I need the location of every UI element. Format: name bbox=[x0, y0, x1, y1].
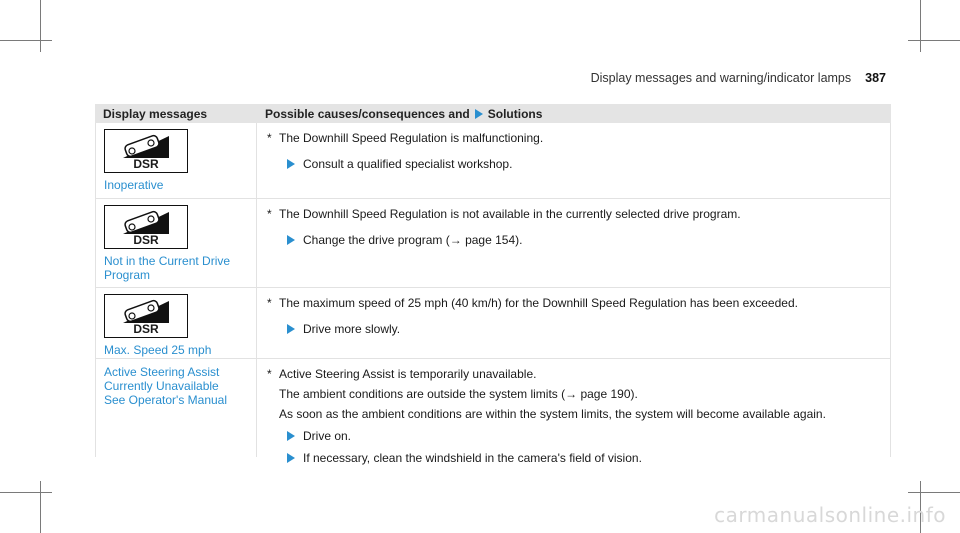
dsr-icon-label: DSR bbox=[133, 157, 159, 171]
solution-text: Drive more slowly. bbox=[303, 322, 401, 336]
crop-mark bbox=[0, 40, 52, 41]
solution-arrow-icon bbox=[287, 453, 295, 463]
solution-text: Change the drive program (→ page 154). bbox=[303, 233, 523, 247]
column-header-messages: Display messages bbox=[103, 106, 208, 121]
crop-mark bbox=[40, 0, 41, 52]
dsr-warning-icon bbox=[104, 129, 188, 173]
solution-arrow-icon bbox=[287, 324, 295, 334]
solution-text: If necessary, clean the windshield in the camera's field of vision. bbox=[303, 451, 642, 465]
bullet: * bbox=[267, 296, 272, 310]
paragraph-text: As soon as the ambient conditions are within the system limits, the system will become available again. bbox=[279, 407, 826, 421]
dsr-icon-label: DSR bbox=[133, 322, 159, 336]
dsr-warning-icon bbox=[104, 294, 188, 338]
message-text: Inoperative bbox=[104, 178, 164, 192]
solution-text: Consult a qualified specialist workshop. bbox=[303, 157, 513, 171]
bullet: * bbox=[267, 131, 272, 145]
cause-text: The Downhill Speed Regulation is malfunctioning. bbox=[279, 131, 544, 145]
bullet: * bbox=[267, 207, 272, 221]
cause-text: The maximum speed of 25 mph (40 km/h) for the Downhill Speed Regulation has been exceeded. bbox=[279, 296, 798, 310]
table-row bbox=[95, 123, 891, 199]
crop-mark bbox=[908, 40, 960, 41]
bullet: * bbox=[267, 367, 272, 381]
cause-text: Active Steering Assist is temporarily unavailable. bbox=[279, 367, 537, 381]
table-row bbox=[95, 199, 891, 288]
section-title: Display messages and warning/indicator lamps bbox=[590, 71, 852, 85]
crop-mark bbox=[908, 492, 960, 493]
table-row bbox=[95, 359, 891, 465]
column-header-causes: Possible causes/consequences and Solutions bbox=[265, 106, 543, 121]
dsr-icon-label: DSR bbox=[133, 233, 159, 247]
message-text: Active Steering Assist Currently Unavailable See Operator's Manual bbox=[104, 365, 228, 407]
page-header bbox=[591, 71, 886, 85]
cause-text: The Downhill Speed Regulation is not available in the currently selected drive program. bbox=[279, 207, 741, 221]
solution-arrow-icon bbox=[287, 431, 295, 441]
crop-mark bbox=[920, 0, 921, 52]
paragraph-text: The ambient conditions are outside the system limits (→ page 190). bbox=[279, 387, 638, 401]
table-header bbox=[95, 104, 891, 123]
crop-mark bbox=[40, 481, 41, 533]
solution-arrow-icon bbox=[475, 109, 483, 119]
message-text: Not in the Current Drive Program bbox=[104, 254, 231, 282]
message-text: Max. Speed 25 mph bbox=[104, 343, 212, 357]
solution-text: Drive on. bbox=[303, 429, 352, 443]
dsr-warning-icon bbox=[104, 205, 188, 249]
solution-arrow-icon bbox=[287, 159, 295, 169]
messages-table bbox=[95, 104, 891, 465]
solution-arrow-icon bbox=[287, 235, 295, 245]
page-number: 387 bbox=[865, 71, 886, 85]
watermark: carmanualsonline.info bbox=[714, 503, 946, 527]
table-row bbox=[95, 288, 891, 359]
crop-mark bbox=[0, 492, 52, 493]
